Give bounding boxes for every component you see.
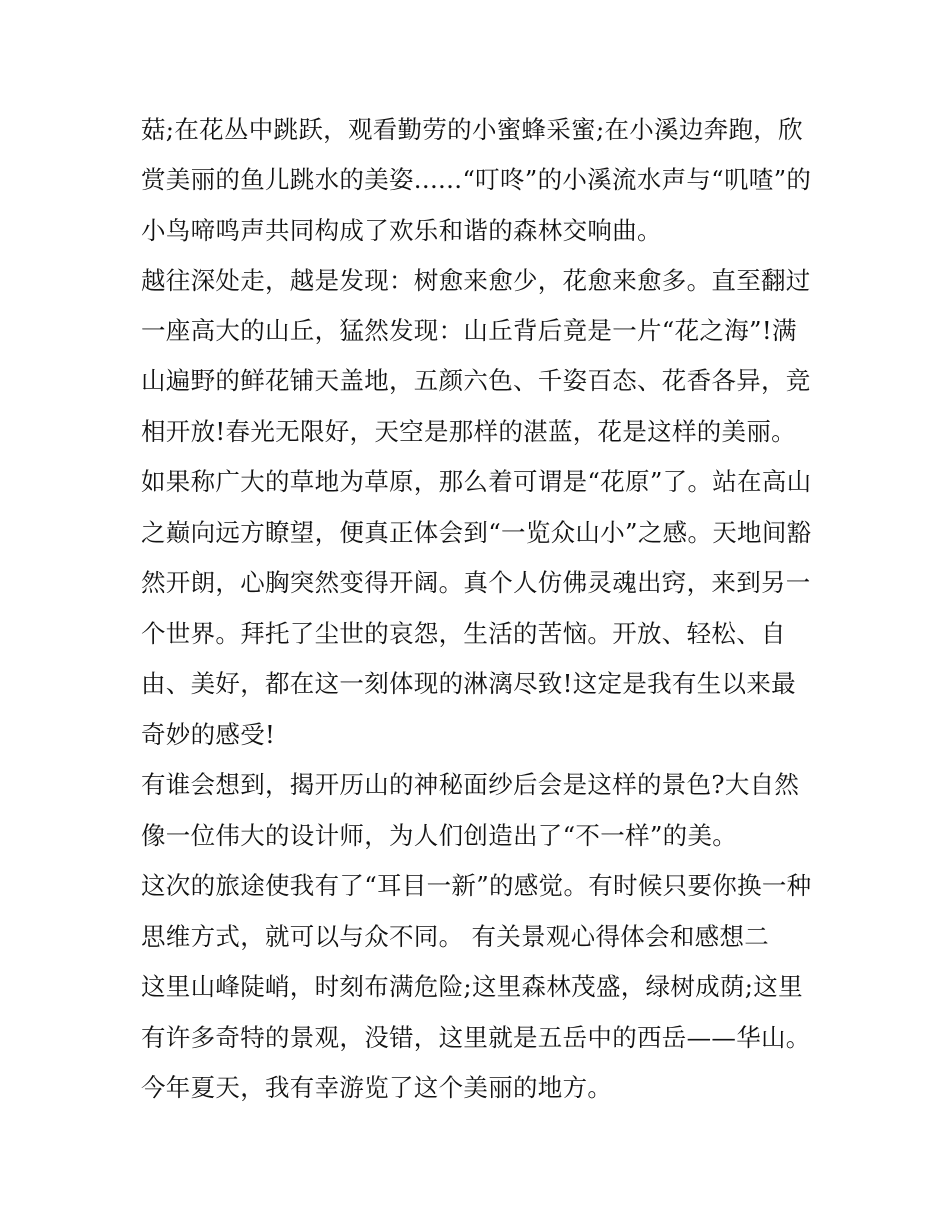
text-line: 小鸟啼鸣声共同构成了欢乐和谐的森林交响曲。 [141, 216, 662, 245]
text-line: 像一位伟大的设计师，为人们创造出了“不一样”的美。 [141, 821, 738, 850]
text-line: 山遍野的鲜花铺天盖地，五颜六色、千姿百态、花香各异，竞 [141, 366, 811, 395]
text-line: 一座高大的山丘，猛然发现：山丘背后竟是一片“花之海”!满 [141, 316, 797, 345]
text-line: 奇妙的感受! [141, 720, 276, 749]
text-line: 之巅向远方瞭望，便真正体会到“一览众山小”之感。天地间豁 [141, 518, 812, 547]
text-line: 这里山峰陡峭，时刻布满危险;这里森林茂盛，绿树成荫;这里 [141, 972, 803, 1001]
text-line: 赏美丽的鱼儿跳水的美姿......“叮咚”的小溪流水声与“叽喳”的 [141, 165, 812, 194]
text-line: 思维方式，就可以与众不同。 有关景观心得体会和感想二 [141, 922, 770, 951]
text-line: 然开朗，心胸突然变得开阔。真个人仿佛灵魂出窍，来到另一 [141, 568, 811, 597]
text-line: 有许多奇特的景观，没错，这里就是五岳中的西岳——华山。 [141, 1023, 811, 1052]
text-line: 这次的旅途使我有了“耳目一新”的感觉。有时候只要你换一种 [141, 871, 812, 900]
text-line: 越往深处走，越是发现：树愈来愈少，花愈来愈多。直至翻过 [141, 266, 811, 295]
text-line: 有谁会想到，揭开历山的神秘面纱后会是这样的景色?大自然 [141, 770, 800, 799]
text-line: 由、美好，都在这一刻体现的淋漓尽致!这定是我有生以来最 [141, 669, 796, 698]
text-line: 菇;在花丛中跳跃，观看勤劳的小蜜蜂采蜜;在小溪边奔跑，欣 [141, 115, 803, 144]
text-line: 如果称广大的草地为草原，那么着可谓是“花原”了。站在高山 [141, 467, 812, 496]
text-line: 个世界。拜托了尘世的哀怨，生活的苦恼。开放、轻松、自 [141, 619, 786, 648]
text-line: 相开放!春光无限好，天空是那样的湛蓝，花是这样的美丽。 [141, 417, 796, 446]
text-line: 今年夏天，我有幸游览了这个美丽的地方。 [141, 1073, 613, 1102]
